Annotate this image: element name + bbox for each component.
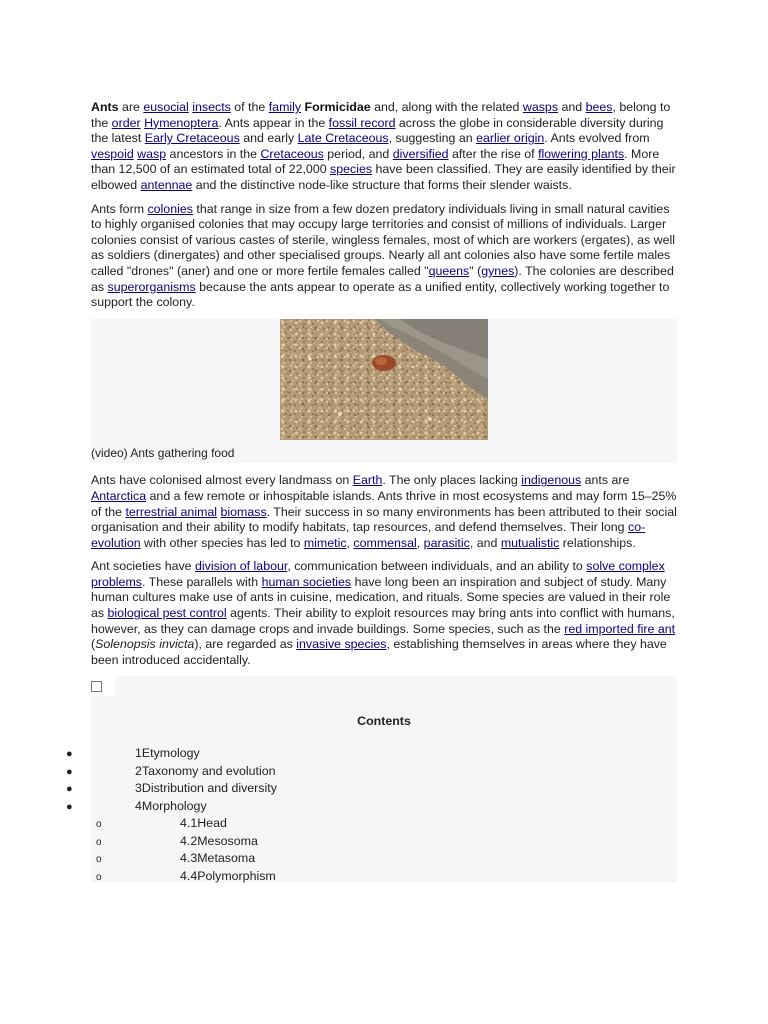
link-gynes[interactable]: gynes bbox=[481, 263, 515, 278]
link-species[interactable]: species bbox=[330, 162, 373, 177]
link-flowering-plants[interactable]: flowering plants bbox=[538, 146, 625, 161]
figure-caption: (video) Ants gathering food bbox=[91, 445, 235, 460]
link-terrestrial-animal[interactable]: terrestrial animal bbox=[125, 504, 218, 519]
link-fossil-record[interactable]: fossil record bbox=[328, 115, 396, 130]
intro-paragraph: Ants are eusocial insects of the family Formicidae and, along with the related wasps and bees, belong to the order Hymenoptera. Ants appear in the fossil record across the globe in considerable diversity during the latest Early Cretaceous and early Late Cretaceous, suggesting an earlier origin. Ants evolved from vespoid wasp ancestors in the Cretaceous period, and diversified after the rise of flowering plants. More than 12,500 of an estimated total of 22,000 species have been classified. They are easily identified by their elbowed antennae and the distinctive node-like structure that forms their slender waists. bbox=[91, 100, 676, 192]
toc-item-metasoma[interactable]: o 4.3Metasoma bbox=[91, 851, 677, 869]
link-invasive-species[interactable]: invasive species bbox=[296, 637, 387, 652]
link-indigenous[interactable]: indigenous bbox=[521, 473, 582, 488]
bold-term: Formicidae bbox=[304, 100, 371, 114]
link-insects[interactable]: insects bbox=[192, 100, 231, 114]
link-cretaceous[interactable]: Cretaceous bbox=[260, 146, 324, 161]
circle-bullet-icon: o bbox=[96, 819, 102, 831]
link-division-of-labour[interactable]: division of labour bbox=[195, 559, 288, 574]
video-figure bbox=[91, 319, 677, 464]
societies-paragraph: Ant societies have division of labour, communication between individuals, and an ability to solve complex problems. These parallels with human societies have long been an inspiration and subject of study. Many human cultures make use of ants in cuisine, medication, and rituals. Some species are valued in their role as biological pest control agents. Their ability to exploit resources may bring ants into conflict with humans, however, as they can damage crops and invade buildings. Some species, such as the red imported fire ant (Solenopsis invicta), are regarded as invasive species, establishing themselves in areas where they have been introduced accidentally. bbox=[91, 559, 676, 667]
link-mutualistic[interactable]: mutualistic bbox=[500, 535, 560, 550]
link-earlier-origin[interactable]: earlier origin bbox=[476, 131, 545, 146]
link-biological-pest-control[interactable]: biological pest control bbox=[107, 606, 227, 621]
article-body bbox=[66, 100, 677, 883]
toc-item-distribution[interactable]: ● 3Distribution and diversity bbox=[91, 781, 677, 799]
link-co-evolution[interactable]: co-evolution bbox=[91, 520, 646, 550]
toc-item-morphology[interactable]: ● 4Morphology bbox=[91, 799, 677, 817]
link-bees[interactable]: bees bbox=[585, 100, 613, 114]
circle-bullet-icon: o bbox=[96, 836, 102, 848]
link-early-cretaceous[interactable]: Early Cretaceous bbox=[144, 131, 240, 146]
table-of-contents bbox=[66, 676, 677, 883]
bullet-icon: ● bbox=[66, 748, 73, 761]
ants-video-thumbnail[interactable] bbox=[280, 319, 488, 440]
distribution-paragraph: Ants have colonised almost every landmass on Earth. The only places lacking indigenous ants are Antarctica and a few remote or inhospitable islands. Ants thrive in most ecosystems and may form 15–25% of the terrestrial animal biomass. Their success in so many environments has been attributed to their social organisation and their ability to modify habitats, tap resources, and defend themselves. Their long co-evolution with other species has led to mimetic, commensal, parasitic, and mutualistic relationships. bbox=[91, 473, 677, 550]
toc-toggle-checkbox[interactable] bbox=[91, 681, 102, 692]
link-biomass[interactable]: biomass bbox=[220, 504, 267, 519]
circle-bullet-icon: o bbox=[96, 854, 102, 866]
toc-item-etymology[interactable]: ● 1Etymology bbox=[91, 746, 677, 764]
circle-bullet-icon: o bbox=[96, 871, 102, 883]
link-order[interactable]: order bbox=[111, 115, 141, 130]
link-earth[interactable]: Earth bbox=[352, 473, 383, 488]
link-solve-complex-problems[interactable]: solve complex problems bbox=[91, 559, 665, 589]
link-antennae[interactable]: antennae bbox=[140, 177, 193, 192]
link-family[interactable]: family bbox=[268, 100, 302, 114]
link-mimetic[interactable]: mimetic bbox=[303, 535, 347, 550]
toc-item-taxonomy[interactable]: ● 2Taxonomy and evolution bbox=[91, 764, 677, 782]
bullet-icon: ● bbox=[66, 765, 73, 778]
species-name: Solenopsis invicta bbox=[95, 637, 195, 652]
link-wasps[interactable]: wasps bbox=[522, 100, 559, 114]
toc-item-head[interactable]: o 4.1Head bbox=[91, 816, 677, 834]
link-wasp[interactable]: wasp bbox=[137, 146, 167, 161]
colonies-paragraph: Ants form colonies that range in size from a few dozen predatory individuals living in small natural cavities to highly organised colonies that may occupy large territories and consist of millions of individuals. Larger colonies consist of various castes of sterile, wingless females, most of which are workers (ergates), as well as soldiers (dinergates) and other specialised groups. Nearly all ant colonies also have some fertile males called "drones" (aner) and one or more fertile females called "queens" (gynes). The colonies are described as superorganisms because the ants appear to operate as a unified entity, collectively working together to support the colony. bbox=[91, 201, 675, 310]
link-red-imported-fire-ant[interactable]: red imported fire ant bbox=[564, 621, 676, 636]
link-hymenoptera[interactable]: Hymenoptera bbox=[144, 115, 219, 130]
toc-list bbox=[66, 746, 677, 886]
link-antarctica[interactable]: Antarctica bbox=[91, 488, 147, 503]
link-parasitic[interactable]: parasitic bbox=[423, 535, 470, 550]
link-queens[interactable]: queens bbox=[428, 263, 470, 278]
link-late-cretaceous[interactable]: Late Cretaceous bbox=[297, 131, 389, 146]
link-commensal[interactable]: commensal bbox=[353, 535, 417, 550]
link-vespoid[interactable]: vespoid bbox=[91, 146, 134, 161]
bullet-icon: ● bbox=[66, 783, 73, 796]
bold-term: Ants bbox=[91, 100, 119, 114]
link-diversified[interactable]: diversified bbox=[392, 146, 449, 161]
link-colonies[interactable]: colonies bbox=[147, 201, 193, 216]
toc-item-polymorphism[interactable]: o 4.4Polymorphism bbox=[91, 869, 677, 887]
bullet-icon: ● bbox=[66, 800, 73, 813]
link-human-societies[interactable]: human societies bbox=[261, 574, 352, 589]
toc-title: Contents bbox=[357, 714, 411, 729]
link-eusocial[interactable]: eusocial bbox=[143, 100, 189, 114]
link-superorganisms[interactable]: superorganisms bbox=[107, 279, 196, 294]
toc-item-mesosoma[interactable]: o 4.2Mesosoma bbox=[91, 834, 677, 852]
